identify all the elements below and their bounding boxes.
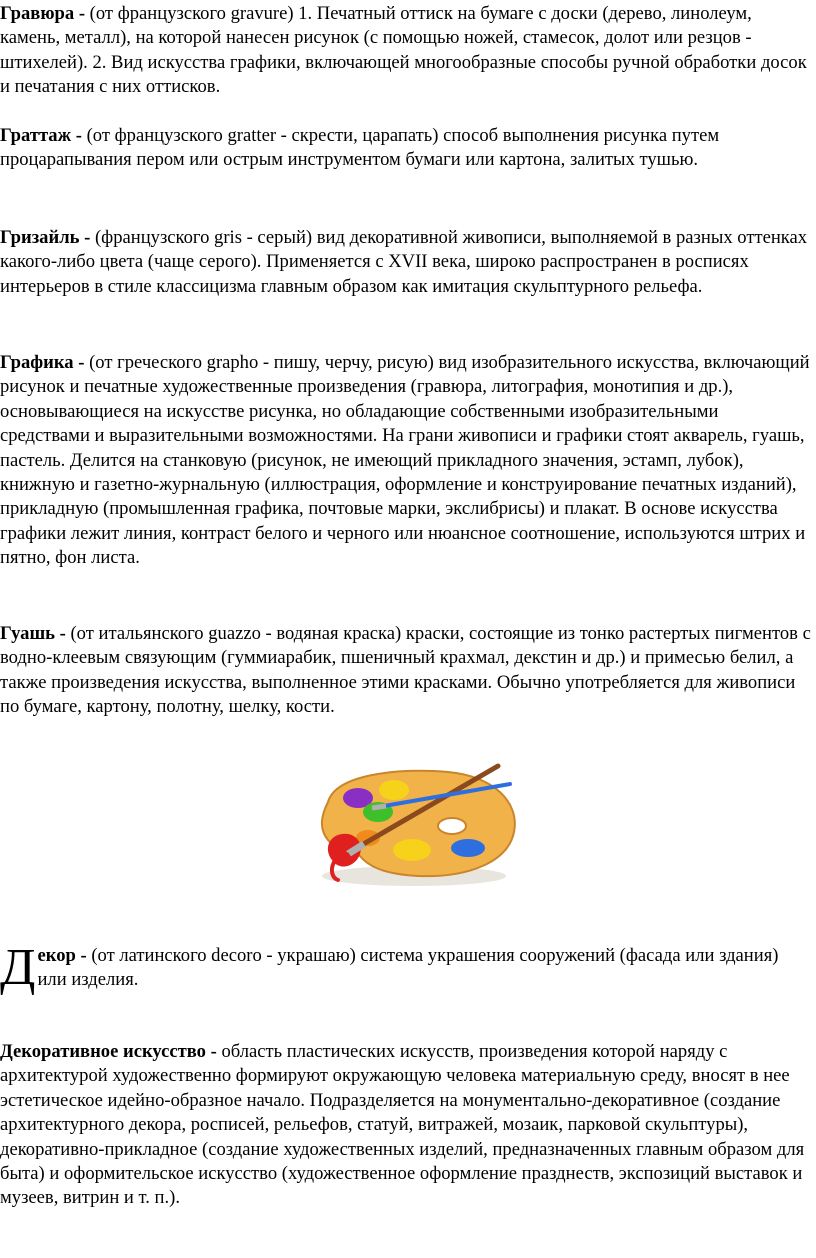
paint-palette-illustration xyxy=(288,762,524,890)
term-decor-rest: екор - xyxy=(37,945,87,966)
decor-dropcap: Д xyxy=(0,939,36,996)
definition-graphics: (от греческого grapho - пишу, черчу, рисую) вид изобразительного искусства, включающий рисунок и печатные художественные произведения (гравюра, литография, монотипия и др.), основывающиеся на искусстве рисунка, но обладающие собственными изобразительными средствами и выразительными возможностями. На грани живописи и графики стоят акварель, гуашь, пастель. Делится на станковую (рисунок, не имеющий прикладного значения, эстамп, лубок), книжную и газетно-журнальную (иллюстрация, оформление и конструирование печатных изданий), прикладную (промышленная графика, почтовые марки, экслибрисы) и плакат. В основе искусства графики лежит линия, контраст белого и черного или нюансное соотношение, используются штрих и пятно, фон листа. xyxy=(0,352,810,569)
brush-ferrule-2 xyxy=(372,806,386,808)
entry-gouache xyxy=(0,622,812,720)
term-decorative-art: Декоративное искусство - xyxy=(0,1041,217,1062)
entry-grattage xyxy=(0,124,812,173)
entry-decor xyxy=(0,939,812,996)
definition-gouache: (от итальянского guazzo - водяная краска) краски, состоящие из тонко растертых пигментов с водно-клеевым связующим (гуммиарабик, пшеничный крахмал, декстин и др.) и примесью белил, а также произведения искусства, выполненное этими красками. Обычно употребляется для живописи по бумаге, картону, полотну, шелку, кости. xyxy=(0,623,811,718)
paint-blue xyxy=(451,839,485,857)
term-gravure: Гравюра - xyxy=(0,3,86,24)
entry-gravure xyxy=(0,2,812,100)
term-decor xyxy=(0,939,87,996)
entry-graphics xyxy=(0,351,812,571)
definition-grattage: (от французского gratter - скрести, царапать) способ выполнения рисунка путем процарапывания пером или острым инструментом бумаги или картона, залитых тушью. xyxy=(0,125,720,171)
definition-decorative-art: область пластических искусств, произведения которой наряду с архитектурой художественно формируют окружающую человека материальную среду, вносят в нее эстетическое идейно-образное начало. Подразделяется на монументально-декоративное (создание архитектурного декора, росписей, рельефов, статуй, витражей, мозаик, парковой скульптуры), декоративно-прикладное (создание художественных изделий, предназначенных главным образом для быта) и оформительское искусство (художественное оформление празднеств, экспозиций выставок и музеев, витрин и т. п.). xyxy=(0,1041,805,1209)
paint-yellow xyxy=(379,780,409,800)
entry-grisaille xyxy=(0,226,812,299)
definition-decor: (от латинского decoro - украшаю) система украшения сооружений (фасада или здания) или изделия. xyxy=(37,945,779,991)
paint-yellow-2 xyxy=(393,839,431,861)
definition-gravure: (от французского gravure) 1. Печатный оттиск на бумаге с доски (дерево, линолеум, камень, металл), на которой нанесен рисунок (с помощью ножей, стамесок, долот или резцов - штихелей). 2. Вид искусства графики, включающей многообразные способы ручной обработки досок и печатания с них оттисков. xyxy=(0,3,807,98)
definition-grisaille: (французского gris - серый) вид декоративной живописи, выполняемой в разных оттенках какого-либо цвета (чаще серого). Применяется с XVII века, широко распространен в росписях интерьеров в стиле классицизма главным образом как имитация скульптурного рельефа. xyxy=(0,227,808,297)
term-gouache: Гуашь - xyxy=(0,623,66,644)
term-grisaille: Гризайль - xyxy=(0,227,91,248)
term-graphics: Графика - xyxy=(0,352,85,373)
term-grattage: Граттаж - xyxy=(0,125,82,146)
palette-thumb-hole xyxy=(438,818,466,834)
entry-decorative-art xyxy=(0,1040,812,1211)
